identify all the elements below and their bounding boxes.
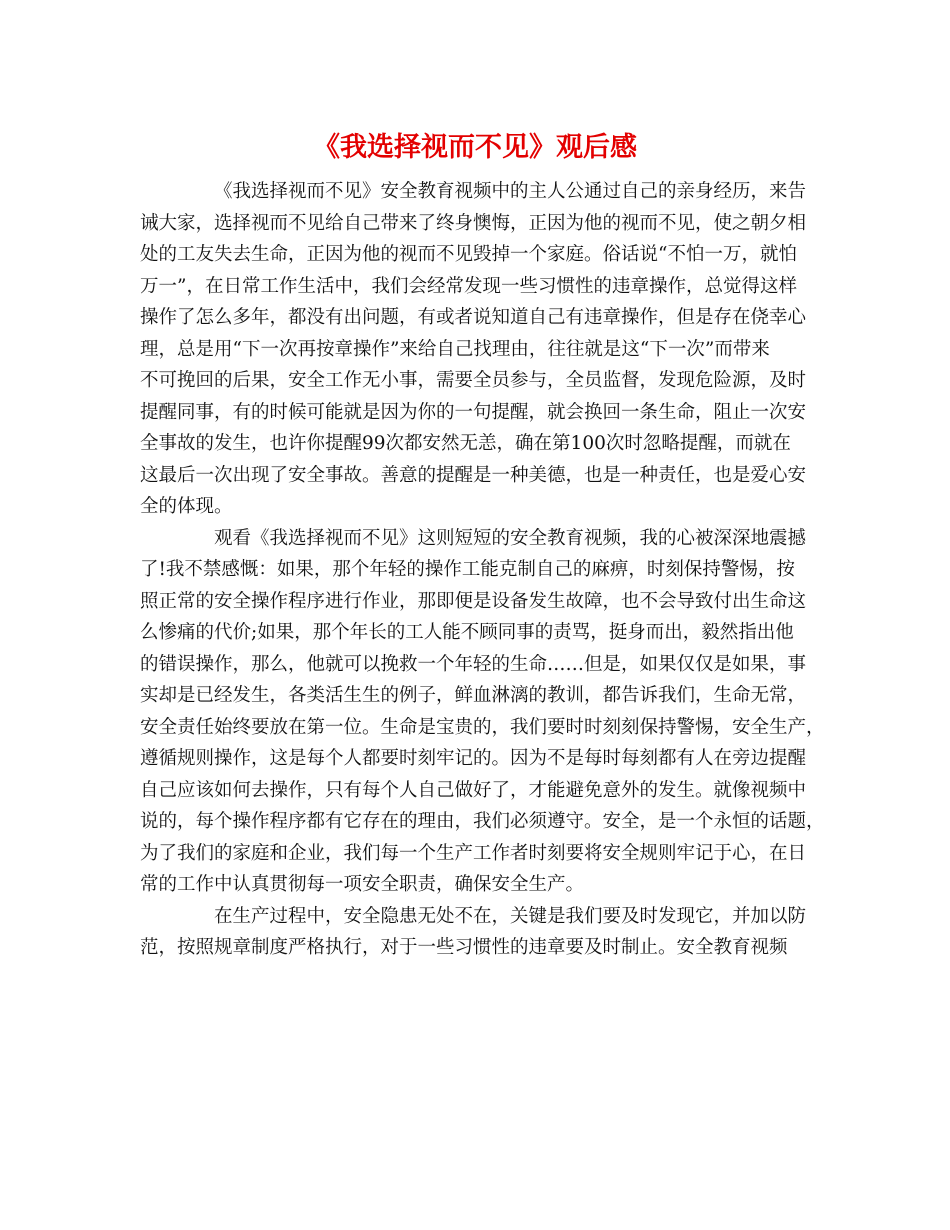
paragraph-line: 为了我们的家庭和企业，我们每一个生产工作者时刻要将安全规则牢记于心，在日 bbox=[140, 842, 807, 864]
paragraph-line: 在生产过程中，安全隐患无处不在，关键是我们要及时发现它，并加以防 bbox=[214, 905, 807, 927]
paragraph-line: 照正常的安全操作程序进行作业，那即便是设备发生故障，也不会导致付出生命这 bbox=[140, 590, 807, 612]
paragraph-line: 遵循规则操作，这是每个人都要时刻牢记的。因为不是每时每刻都有人在旁边提醒 bbox=[140, 748, 807, 769]
document-title: 《我选择视而不见》观后感 bbox=[313, 132, 637, 163]
paragraph-line: 这最后一次出现了安全事故。善意的提醒是一种美德，也是一种责任，也是爱心安 bbox=[140, 464, 807, 486]
paragraph-line: 《我选择视而不见》安全教育视频中的主人公通过自己的亲身经历，来告 bbox=[214, 181, 807, 202]
document-body bbox=[140, 176, 830, 964]
paragraph-line: 的错误操作，那么，他就可以挽救一个年轻的生命……但是，如果仅仅是如果，事 bbox=[140, 653, 807, 675]
paragraph bbox=[140, 523, 830, 901]
paragraph-line: 全的体现。 bbox=[140, 496, 233, 517]
paragraph-line: 实却是已经发生，各类活生生的例子，鲜血淋漓的教训，都告诉我们，生命无常， bbox=[140, 685, 807, 706]
paragraph-line: 万一”，在日常工作生活中，我们会经常发现一些习惯性的违章操作，总觉得这样 bbox=[140, 275, 797, 297]
paragraph-line: 么惨痛的代价;如果，那个年长的工人能不顾同事的责骂，挺身而出，毅然指出他 bbox=[140, 622, 794, 643]
paragraph-line: 说的，每个操作程序都有它存在的理由，我们必须遵守。安全，是一个永恒的话题， bbox=[140, 811, 825, 832]
paragraph-line: 了!我不禁感慨：如果，那个年轻的操作工能克制自己的麻痹，时刻保持警惕，按 bbox=[140, 559, 795, 580]
paragraph-line: 安全责任始终要放在第一位。生命是宝贵的，我们要时时刻刻保持警惕，安全生产， bbox=[140, 716, 825, 738]
paragraph-line: 不可挽回的后果，安全工作无小事，需要全员参与，全员监督，发现危险源，及时 bbox=[140, 370, 807, 391]
paragraph-line: 处的工友失去生命，正因为他的视而不见毁掉一个家庭。俗话说“不怕一万，就怕 bbox=[140, 244, 797, 265]
paragraph-line: 常的工作中认真贯彻每一项安全职责，确保安全生产。 bbox=[140, 874, 585, 895]
paragraph-line: 观看《我选择视而不见》这则短短的安全教育视频，我的心被深深地震撼 bbox=[214, 527, 807, 549]
paragraph-line: 范，按照规章制度严格执行，对于一些习惯性的违章要及时制止。安全教育视频 bbox=[140, 937, 788, 958]
paragraph bbox=[140, 176, 830, 523]
paragraph-line: 操作了怎么多年，都没有出问题，有或者说知道自己有违章操作，但是存在侥幸心 bbox=[140, 307, 807, 328]
paragraph-line: 理，总是用“下一次再按章操作”来给自己找理由，往往就是这“下一次”而带来 bbox=[140, 338, 770, 360]
paragraph-line: 诫大家，选择视而不见给自己带来了终身懊悔，正因为他的视而不见，使之朝夕相 bbox=[140, 212, 807, 234]
paragraph bbox=[140, 901, 830, 964]
paragraph-line: 自己应该如何去操作，只有每个人自己做好了，才能避免意外的发生。就像视频中 bbox=[140, 779, 807, 801]
paragraph-line: 提醒同事，有的时候可能就是因为你的一句提醒，就会换回一条生命，阻止一次安 bbox=[140, 401, 807, 423]
paragraph-line: 全事故的发生，也许你提醒99次都安然无恙，确在第100次时忽略提醒，而就在 bbox=[140, 433, 791, 454]
